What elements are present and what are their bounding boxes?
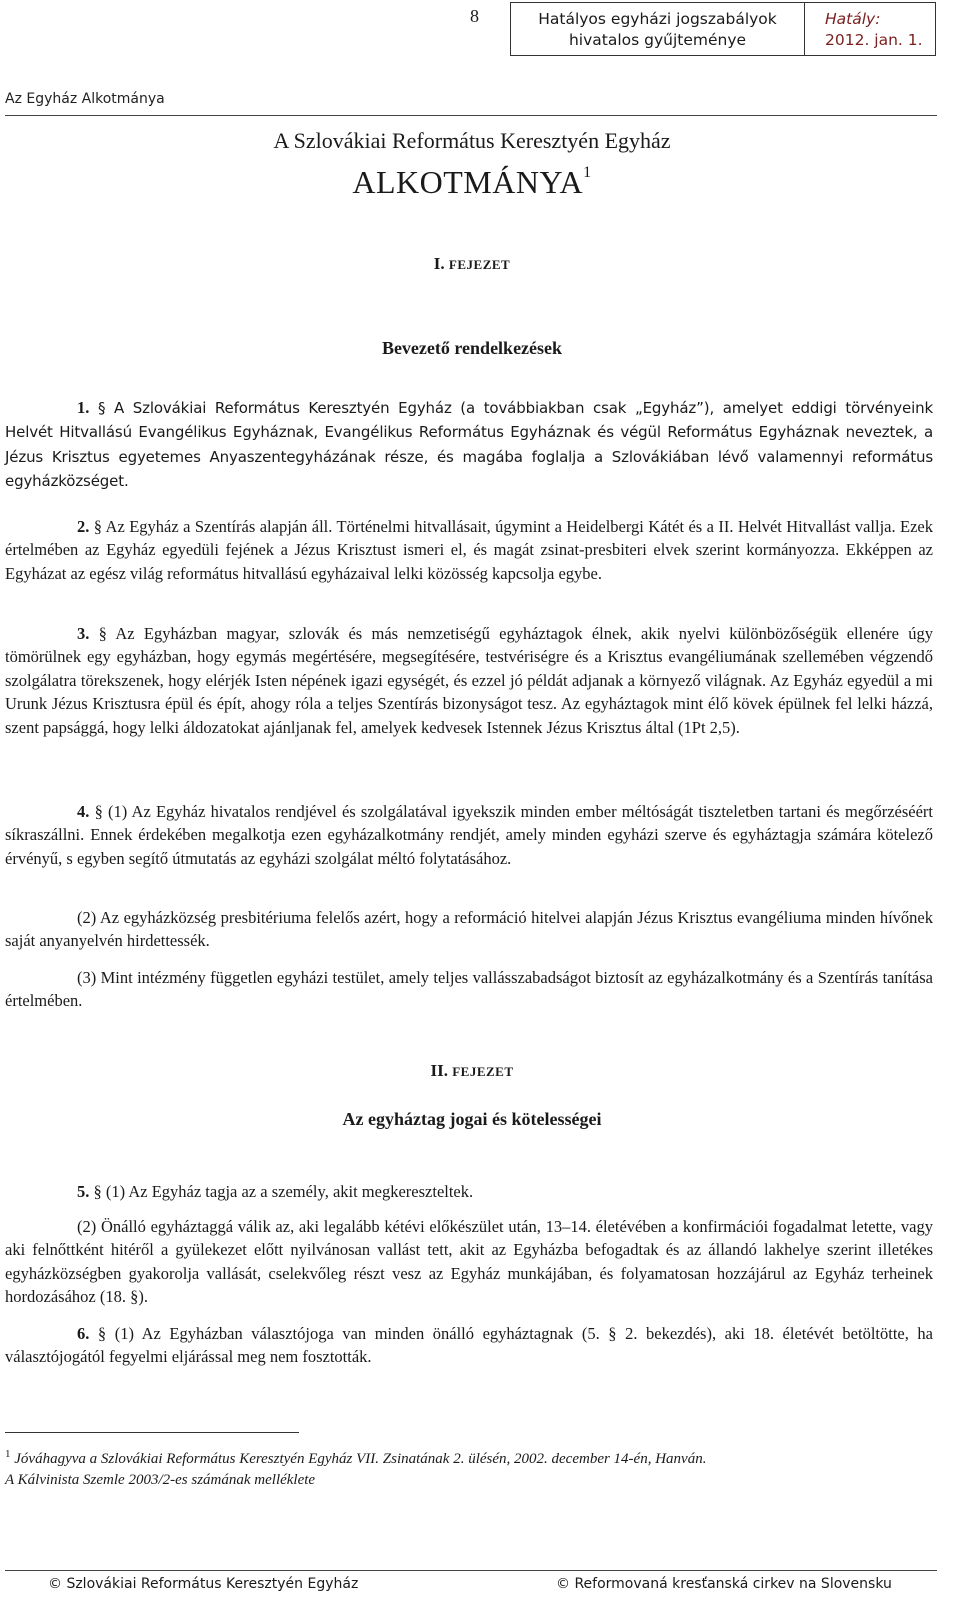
collection-title-line2: hivatalos gyűjteménye — [568, 31, 747, 49]
footnote-divider — [5, 1432, 299, 1433]
paragraph-1-text: § A Szlovákiai Református Keresztyén Egyház (a továbbiakban csak „Egyház”), amelyet eddigi törvényeink Helvét Hitvallású Evangélikus Egyháznak, Evangélikus Református Egyháznak és végül Református Egyháznak neveztek, a Jézus Krisztus egyetemes Anyaszentegyházának része, és magába foglalja a Szlovákiában lévő valamennyi református egyházközséget. — [5, 399, 933, 491]
footnote — [5, 1444, 935, 1491]
paragraph-6-number: 6. — [77, 1324, 90, 1343]
footer-divider — [5, 1570, 937, 1571]
paragraph-3-text: § Az Egyházban magyar, szlovák és más nemzetiségű egyháztagok élnek, akik nyelvi különbözőségük ellenére úgy tömörülnek egy egyházban, hogy egymás megértésére, megsegítésére, testvériségre és a Krisztus evangéliumának szellemében végzendő szolgálatra törekszenek, hogy elérjék Isten népének igazi egységét, és ezzel jó példát adjanak a környező világnak. Az Egyház egyedül a mi Urunk Jézus Krisztusra épül és épít, ahogy róla a teljes Szentírás bizonyságot tesz. Az egyháztagok mint élő kövek épülnek fel lelki házzá, szent papsággá, hogy lelki áldozatokat ajánljanak fel, amelyek kedvesek Istennek Jézus Krisztus által (1Pt 2,5). — [5, 624, 933, 737]
page-number: 8 — [470, 6, 479, 26]
effective-label: Hatály: — [825, 10, 881, 28]
header-divider — [5, 115, 937, 116]
effective-date-box — [804, 2, 936, 56]
collection-title-box — [510, 2, 805, 56]
footer-copyright-hu: © Szlovákiai Református Keresztyén Egyház — [48, 1576, 359, 1592]
paragraph-3-number: 3. — [77, 624, 90, 643]
paragraph-4 — [5, 800, 933, 870]
paragraph-4-text: § (1) Az Egyház hivatalos rendjével és szolgálatával igyekszik minden ember méltóságát tiszteletben tartani és megőrzéséért síkraszállni. Ennek érdekében megalkotja ezen egyházalkotmány rendjét, amely minden egyházi szerve és egyháztagja számára kötelező érvényű, s egyben segítő útmutatás az egyházi szolgálat méltó folytatásához. — [5, 802, 933, 868]
paragraph-5-number: 5. — [77, 1182, 90, 1201]
paragraph-6 — [5, 1322, 933, 1369]
paragraph-6-text: § (1) Az Egyházban választójoga van minden önálló egyháztagnak (5. § 2. bekezdés), aki 18. életévét betöltötte, ha választójogától fegyelmi eljárással meg nem fosztották. — [5, 1324, 933, 1367]
paragraph-1-number: 1. — [77, 398, 90, 417]
paragraph-3 — [5, 622, 933, 739]
footnote-mark: 1 — [5, 1448, 11, 1460]
effective-date: 2012. jan. 1. — [825, 31, 923, 49]
footnote-line1 — [5, 1444, 935, 1470]
document-title — [0, 164, 944, 201]
chapter-1-label: FEJEZET — [448, 257, 511, 272]
chapter-2-heading — [0, 1061, 944, 1081]
footnote-line1-text: Jóváhagyva a Szlovákiai Református Keresztyén Egyház VII. Zsinatának 2. ülésén, 2002. december 14-én, Hanván. — [14, 1451, 707, 1467]
title-footnote-mark: 1 — [583, 164, 592, 182]
paragraph-2-number: 2. — [77, 517, 90, 536]
paragraph-5-text: § (1) Az Egyház tagja az a személy, akit megkereszteltek. — [89, 1182, 474, 1201]
chapter-2-numeral: II. — [430, 1061, 448, 1080]
paragraph-4-number: 4. — [77, 802, 90, 821]
collection-title-line1: Hatályos egyházi jogszabályok — [538, 10, 777, 28]
paragraph-4-2: (2) Az egyházközség presbitériuma felelős azért, hogy a reformáció hitelvei alapján Jézus Krisztus evangéliuma minden hívőnek saját anyanyelvén hirdettessék. — [5, 908, 933, 951]
document-subtitle: A Szlovákiai Református Keresztyén Egyház — [273, 128, 671, 153]
paragraph-2-text: § Az Egyház a Szentírás alapján áll. Történelmi hitvallásait, úgymint a Heidelbergi Kátét és a II. Helvét Hitvallást vallja. Ezek értelmében az Egyház egyedüli fejének a Jézus Krisztust ismeri el, és magát zsinat-presbiteri elvek szerint kormányozza. Ekképpen az Egyházat az egész világ református hitvallású egyházaival lelki közösség kapcsolja egybe. — [5, 517, 933, 583]
running-title: Az Egyház Alkotmánya — [5, 91, 165, 107]
paragraph-4-3: (3) Mint intézmény független egyházi testület, amely teljes vallásszabadságot biztosít az egyházalkotmány és a Szentírás tanítása értelmében. — [5, 968, 933, 1011]
chapter-1-title: Bevezető rendelkezések — [381, 338, 563, 358]
chapter-1-heading — [0, 254, 944, 274]
paragraph-2 — [5, 515, 933, 585]
paragraph-5-2: (2) Önálló egyháztaggá válik az, aki legalább kétévi előkészület után, 13–14. életévében a konfirmációi fogadalmat letette, vagy aki felnőttként hitéről a gyülekezet előtt nyilvánosan vallást tett, akit az Egyházba befogadtak és az állandó lakhelye szerint illetékes egyházközségben gyakorolja vallását, cselekvőleg részt vesz az Egyház munkájában, és folyamatosan hozzájárul az Egyház terheinek hordozásához (18. §). — [5, 1217, 933, 1307]
chapter-1-numeral: I. — [433, 254, 445, 273]
paragraph-1 — [5, 396, 933, 494]
paragraph-5 — [5, 1180, 933, 1203]
chapter-2-label: FEJEZET — [452, 1064, 514, 1079]
chapter-2-title: Az egyháztag jogai és kötelességei — [342, 1109, 602, 1129]
document-title-text: ALKOTMÁNYA — [352, 164, 584, 200]
footnote-line2: A Kálvinista Szemle 2003/2-es számának melléklete — [5, 1472, 316, 1488]
footer-copyright-sk: © Reformovaná kresťanská cirkev na Slovensku — [556, 1576, 892, 1592]
